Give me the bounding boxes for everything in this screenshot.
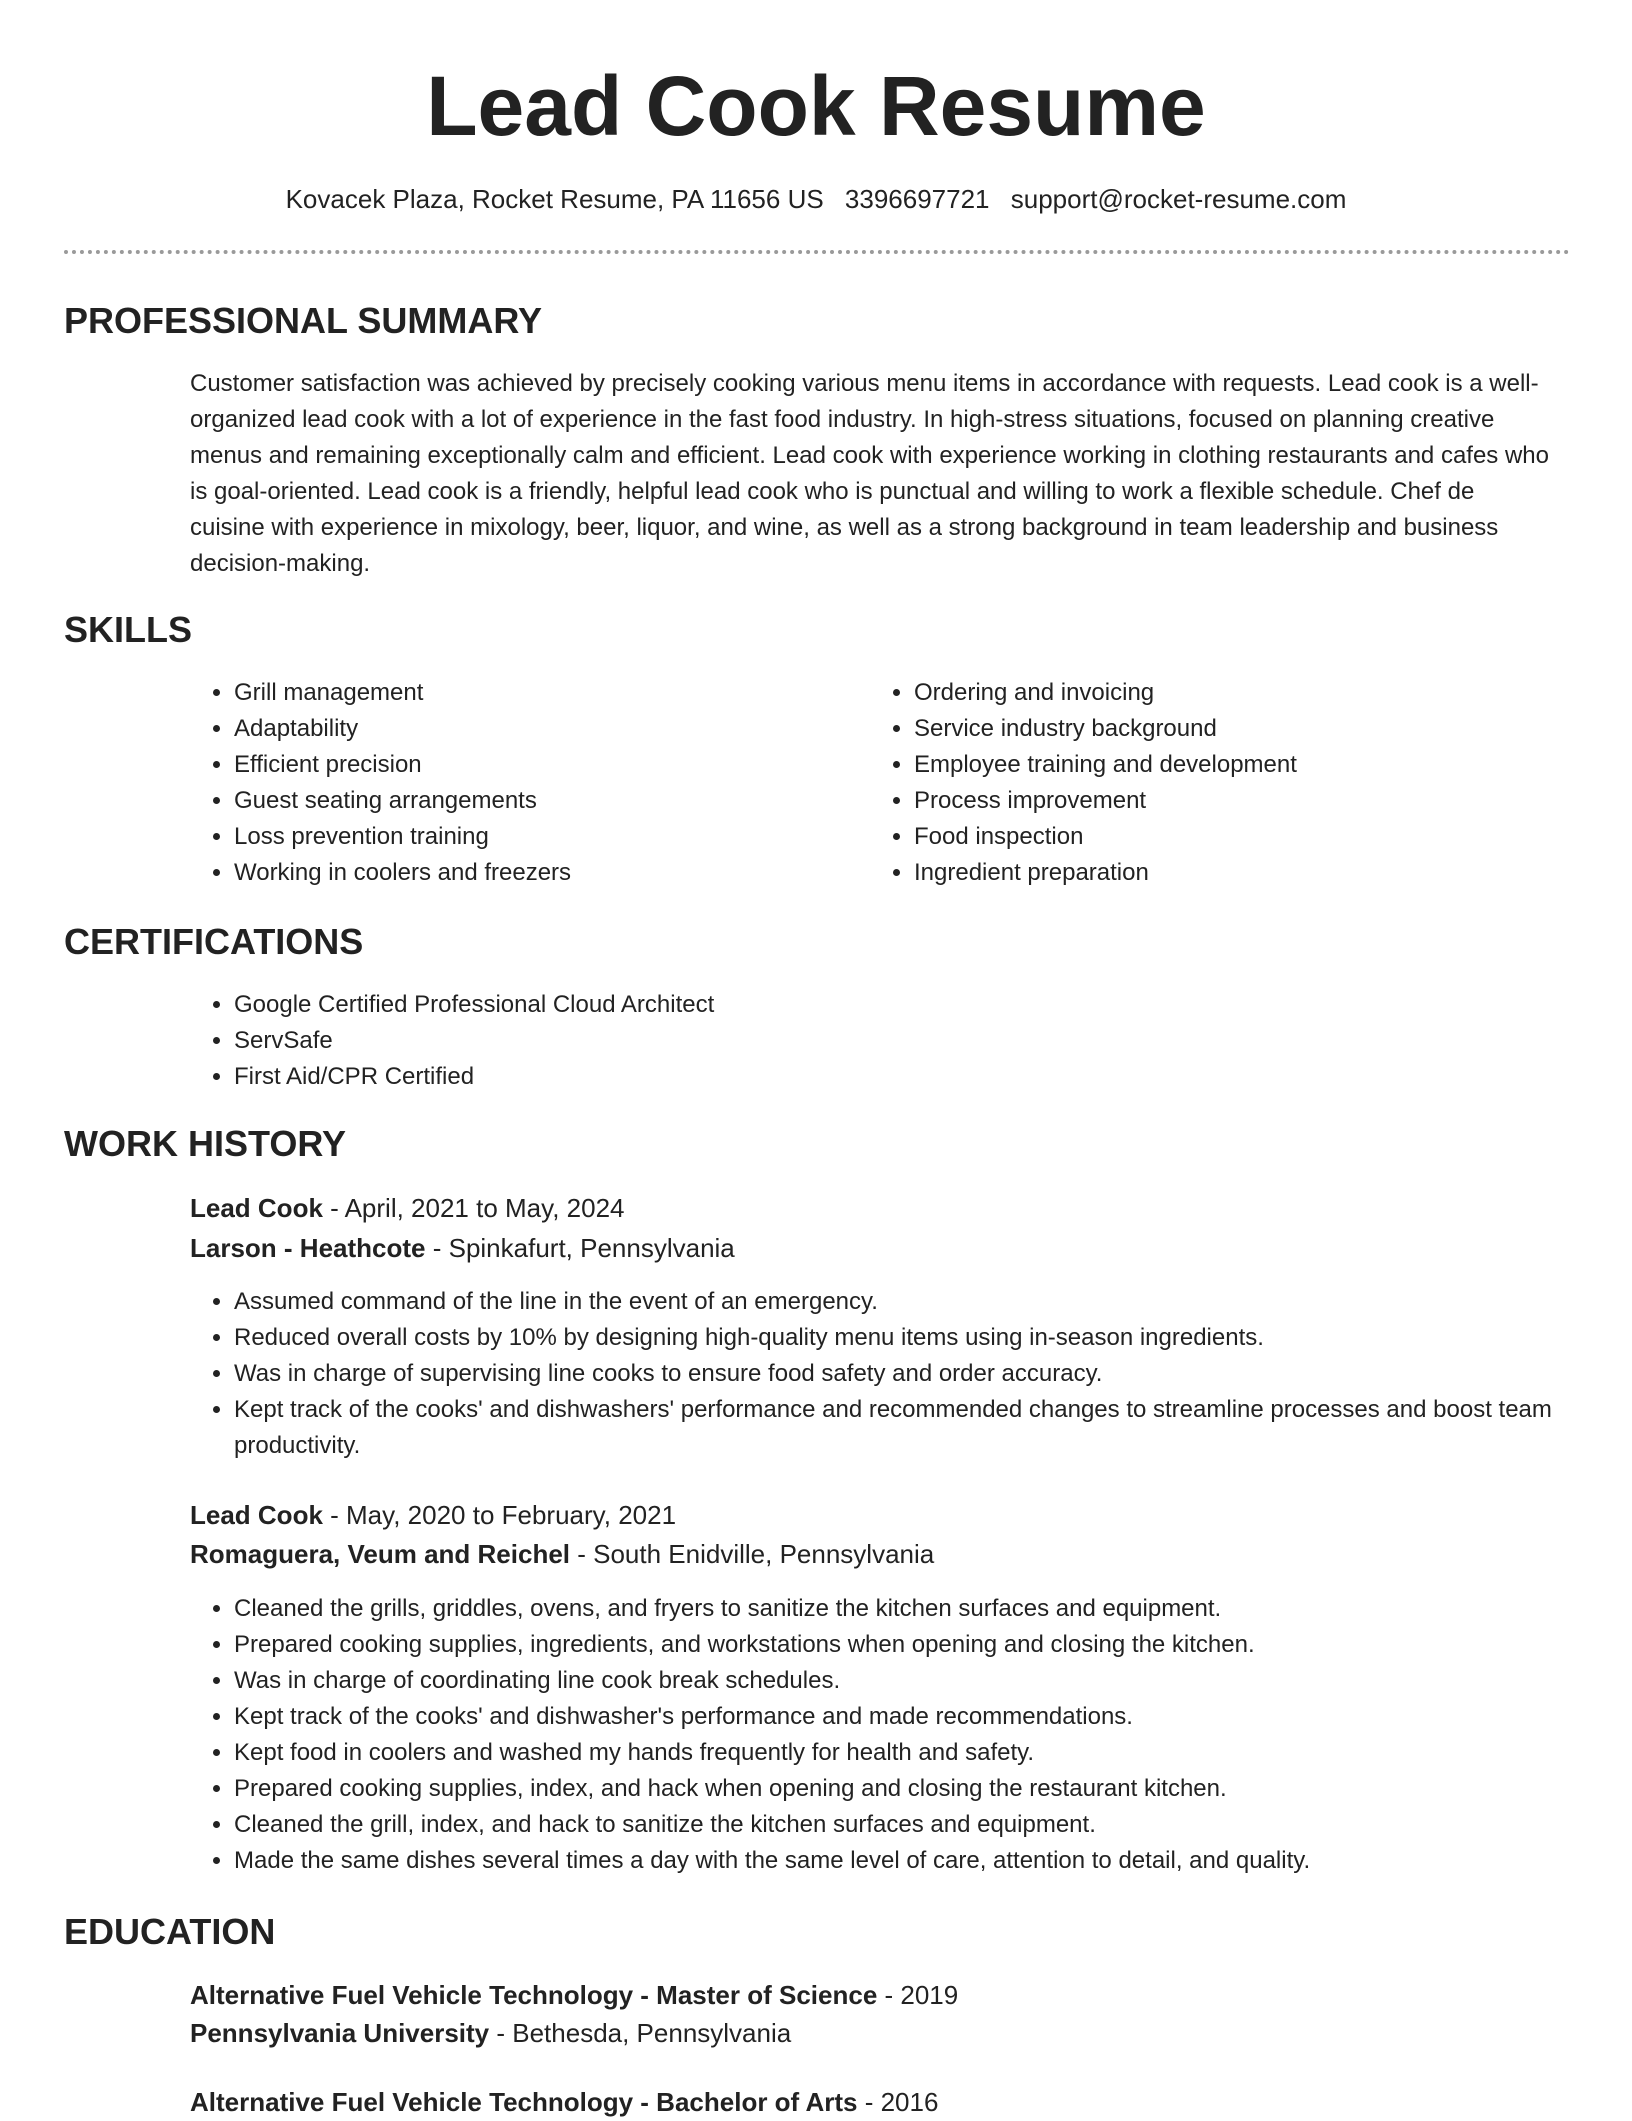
job-duty-item: • Prepared cooking supplies, index, and hack when opening and closing the restaurant kitchen. [234,1771,1594,1807]
education-year: - 2016 [857,2087,939,2117]
skill-item: • Adaptability [234,711,874,747]
contact-phone: 3396697721 [844,184,990,214]
education-year: - 2019 [877,1980,959,2010]
job-duty-item: • Kept track of the cooks' and dishwashers' performance and recommended changes to streamline processes and boost team productivity. [234,1392,1594,1464]
skills-list-left [190,675,874,891]
job-duty-item: • Kept food in coolers and washed my hands frequently for health and safety. [234,1735,1594,1771]
education-school-line [190,2014,1550,2052]
education-degree-line [190,1976,1550,2014]
job-dates: - April, 2021 to May, 2024 [322,1193,625,1223]
job-duties-list [190,1591,1594,1879]
job-duty-item: • Made the same dishes several times a day with the same level of care, attention to detail, and quality. [234,1843,1594,1879]
skill-item: • Grill management [234,675,874,711]
education-location: - Bethesda, Pennsylvania [489,2018,792,2048]
skill-item: • Employee training and development [914,747,1594,783]
job-duty-item: • Kept track of the cooks' and dishwasher's performance and made recommendations. [234,1699,1594,1735]
resume-title: Lead Cook Resume [426,59,1206,153]
job-duty-item: • Was in charge of coordinating line cook break schedules. [234,1663,1594,1699]
job-title: Lead Cook [190,1500,323,1530]
skill-item: • Ingredient preparation [914,855,1594,891]
contact-address: Kovacek Plaza, Rocket Resume, PA 11656 US [285,184,824,214]
certification-item: • First Aid/CPR Certified [234,1059,1594,1095]
section-heading-education: EDUCATION [64,1911,276,1952]
job-duty-item: • Was in charge of supervising line cooks to ensure food safety and order accuracy. [234,1356,1594,1392]
job-title: Lead Cook [190,1193,323,1223]
contact-email: support@rocket-resume.com [1010,184,1347,214]
job-location: - South Enidville, Pennsylvania [570,1539,935,1569]
section-heading-skills: SKILLS [64,609,193,650]
certification-item: • ServSafe [234,1023,1594,1059]
job-duty-item: • Assumed command of the line in the event of an emergency. [234,1284,1594,1320]
education-degree: Alternative Fuel Vehicle Technology - Bachelor of Arts [190,2087,858,2117]
job-company-line [190,1535,1550,1573]
job-duty-item: • Reduced overall costs by 10% by designing high-quality menu items using in-season ingredients. [234,1320,1594,1356]
certifications-list [190,987,1594,1095]
section-heading-work-history: WORK HISTORY [64,1123,347,1164]
education-school: Pennsylvania University [190,2018,490,2048]
skill-item: • Service industry background [914,711,1594,747]
job-company: Romaguera, Veum and Reichel [190,1539,571,1569]
job-duty-item: • Prepared cooking supplies, ingredients, and workstations when opening and closing the kitchen. [234,1627,1594,1663]
section-heading-certifications: CERTIFICATIONS [64,921,364,962]
job-dates: - May, 2020 to February, 2021 [322,1500,677,1530]
section-heading-summary: PROFESSIONAL SUMMARY [64,300,543,341]
job-duty-item: • Cleaned the grills, griddles, ovens, and fryers to sanitize the kitchen surfaces and equipment. [234,1591,1594,1627]
skill-item: • Ordering and invoicing [914,675,1594,711]
job-location: - Spinkafurt, Pennsylvania [425,1233,735,1263]
job-company-line [190,1229,1550,1267]
education-degree-line [190,2083,1550,2121]
contact-line [0,182,1632,216]
education-degree: Alternative Fuel Vehicle Technology - Master of Science [190,1980,878,2010]
skill-item: • Efficient precision [234,747,874,783]
summary-text: Customer satisfaction was achieved by precisely cooking various menu items in accordance with requests. Lead cook is a well-organized lead cook with a lot of experience in the fast food industry. In high-stress situations, focused on planning creative menus and remaining exceptionally calm and efficient. Lead cook with experience working in clothing restaurants and cafes who is goal-oriented. Lead cook is a friendly, helpful lead cook who is punctual and willing to work a flexible schedule. Chef de cuisine with experience in mixology, beer, liquor, and wine, as well as a strong background in team leadership and business decision-making. [190,370,1549,577]
job-title-line [190,1496,1550,1534]
skills-list-right [870,675,1594,891]
job-title-line [190,1189,1550,1227]
job-duty-item: • Cleaned the grill, index, and hack to sanitize the kitchen surfaces and equipment. [234,1807,1594,1843]
skill-item: • Process improvement [914,783,1594,819]
job-company: Larson - Heathcote [190,1233,426,1263]
skill-item: • Guest seating arrangements [234,783,874,819]
skill-item: • Working in coolers and freezers [234,855,874,891]
skill-item: • Loss prevention training [234,819,874,855]
certification-item: • Google Certified Professional Cloud Architect [234,987,1594,1023]
job-duties-list [190,1284,1594,1464]
header-divider [64,250,1570,254]
skill-item: • Food inspection [914,819,1594,855]
